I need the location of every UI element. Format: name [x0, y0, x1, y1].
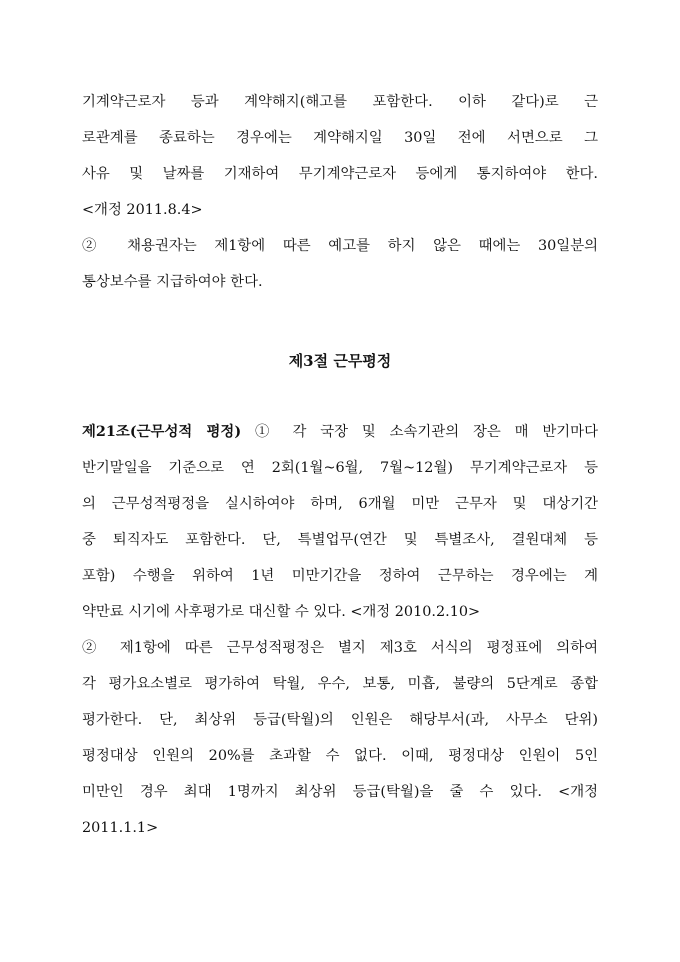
article-first-line [82, 414, 598, 450]
amendment-note: <개정 2011.8.4> [82, 202, 203, 218]
text-line: 중 퇴직자도 포함한다. 단, 특별업무(연간 및 특별조사, 결원대체 등 [82, 532, 598, 548]
text-line: 평가한다. 단, 최상위 등급(탁월)의 인원은 해당부서(과, 사무소 단위) [82, 712, 598, 728]
text-line: ② 제1항에 따른 근무성적평정은 별지 제3호 서식의 평정표에 의하여 [82, 640, 598, 656]
text-line: 의 근무성적평정을 실시하여야 하며, 6개월 미만 근무자 및 대상기간 [82, 496, 598, 512]
text-line: 미만인 경우 최대 1명까지 최상위 등급(탁월)을 줄 수 있다. <개정 [82, 784, 598, 800]
amendment-note: 2011.1.1> [82, 820, 159, 836]
text-line: 통상보수를 지급하여야 한다. [82, 274, 263, 290]
article-21 [82, 414, 598, 846]
text-line: 평정대상 인원의 20%를 초과할 수 없다. 이때, 평정대상 인원이 5인 [82, 748, 598, 764]
text-line: 사유 및 날짜를 기재하여 무기계약근로자 등에게 통지하여야 한다. [82, 166, 598, 182]
section-heading: 제3절 근무평정 [288, 352, 392, 370]
article-title: 제21조(근무성적 평정) [82, 423, 242, 440]
article-first-line-text: ① 각 국장 및 소속기관의 장은 매 반기마다 [241, 424, 598, 440]
text-line: 약만료 시기에 사후평가로 대신할 수 있다. <개정 2010.2.10> [82, 604, 481, 620]
text-line: 각 평가요소별로 평가하여 탁월, 우수, 보통, 미흡, 불량의 5단계로 종합 [82, 676, 598, 692]
text-line: 기계약근로자 등과 계약해지(해고를 포함한다. 이하 같다)로 근 [82, 94, 598, 110]
text-line: ② 채용권자는 제1항에 따른 예고를 하지 않은 때에는 30일분의 [82, 238, 598, 254]
text-line: 반기말일을 기준으로 연 2회(1월~6월, 7월~12월) 무기계약근로자 등 [82, 460, 598, 476]
text-line: 로관계를 종료하는 경우에는 계약해지일 30일 전에 서면으로 그 [82, 130, 598, 146]
text-line: 포함) 수행을 위하여 1년 미만기간을 정하여 근무하는 경우에는 계 [82, 568, 598, 584]
continued-paragraph [82, 84, 598, 228]
paragraph-2 [82, 228, 598, 300]
